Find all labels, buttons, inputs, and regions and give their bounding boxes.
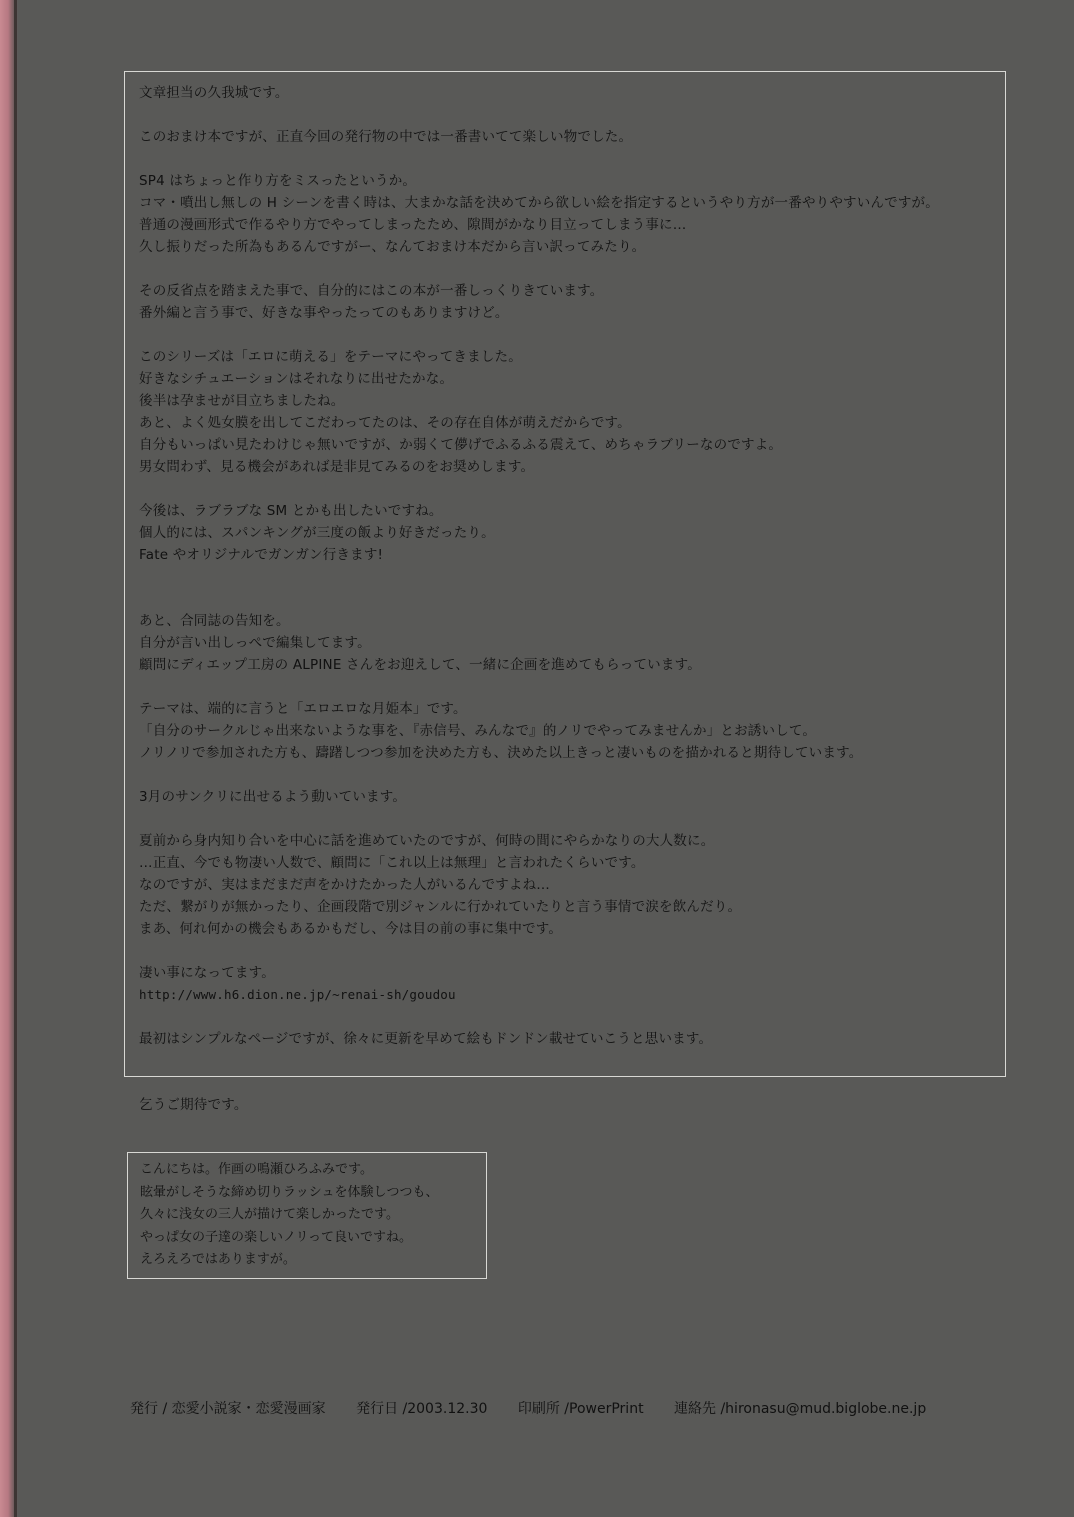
text-line: テーマは、端的に言うと「エロエロな月姫本」です。 xyxy=(139,701,467,717)
note-line: えろえろではありますが。 xyxy=(140,1252,296,1267)
blank-line xyxy=(139,104,999,126)
blank-line xyxy=(139,478,999,500)
text-line: http://www.h6.dion.ne.jp/~renai-sh/goudou xyxy=(139,987,456,1002)
blank-line xyxy=(139,1072,999,1094)
text-line: なのですが、実はまだまだ声をかけたかった人がいるんですよね… xyxy=(139,877,550,893)
blank-line xyxy=(139,940,999,962)
afterword-box xyxy=(124,71,1006,1113)
blank-line xyxy=(139,1006,999,1028)
note-line: 眩暈がしそうな締め切りラッシュを体験しつつも、 xyxy=(140,1184,439,1200)
text-line: 久し振りだった所為もあるんですがー、なんておまけ本だから言い訳ってみたり。 xyxy=(139,239,646,255)
text-line: コマ・噴出し無しの H シーンを書く時は、大まかな話を決めてから欲しい絵を指定するというやり方が一番やりやすいんですが。 xyxy=(139,195,939,211)
colophon-printer: 印刷所 /PowerPrint xyxy=(517,1401,644,1417)
note-line: やっぱ女の子達の楽しいノリって良いですね。 xyxy=(140,1229,412,1245)
text-line: 今後は、ラブラブな SM とかも出したいですね。 xyxy=(139,503,443,519)
page-edge-shadow xyxy=(14,0,17,1517)
text-line: ただ、繋がりが無かったり、企画段階で別ジャンルに行かれていたりと言う事情で涙を飲んだり。 xyxy=(139,899,742,915)
blank-line xyxy=(139,588,999,610)
colophon-publisher: 発行 / 恋愛小説家・恋愛漫画家 xyxy=(130,1401,326,1417)
text-line: その反省点を踏まえた事で、自分的にはこの本が一番しっくりきています。 xyxy=(139,283,604,299)
blank-line xyxy=(139,258,999,280)
text-line: SP4 はちょっと作り方をミスったというか。 xyxy=(139,173,417,189)
text-line: 自分もいっぱい見たわけじゃ無いですが、か弱くて儚げでふるふる震えて、めちゃラブリーなのですよ。 xyxy=(139,437,783,453)
colophon xyxy=(130,1398,1010,1418)
text-line: …正直、今でも物凄い人数で、顧問に「これ以上は無理」と言われたくらいです。 xyxy=(139,855,645,871)
text-line: 自分が言い出しっぺで編集してます。 xyxy=(139,635,371,651)
text-line: このおまけ本ですが、正直今回の発行物の中では一番書いてて楽しい物でした。 xyxy=(139,129,633,145)
text-line: 好きなシチュエーションはそれなりに出せたかな。 xyxy=(139,371,454,387)
blank-line xyxy=(139,566,999,588)
text-line: Fate やオリジナルでガンガン行きます! xyxy=(139,547,384,563)
blank-line xyxy=(139,1050,999,1072)
blank-line xyxy=(139,676,999,698)
text-line: まあ、何れ何かの機会もあるかもだし、今は目の前の事に集中です。 xyxy=(139,921,563,937)
text-line: あと、よく処女膜を出してこだわってたのは、その存在自体が萌えだからです。 xyxy=(139,415,631,431)
text-line: 普通の漫画形式で作るやり方でやってしまったため、隙間がかなり目立ってしまう事に… xyxy=(139,217,687,233)
text-line: 凄い事になってます。 xyxy=(139,965,275,981)
artist-note-text xyxy=(140,1159,480,1272)
text-line: ノリノリで参加された方も、躊躇しつつ参加を決めた方も、決めた以上きっと凄いものを描かれると期待しています。 xyxy=(139,745,863,761)
blank-line xyxy=(139,148,999,170)
text-line: 「自分のサークルじゃ出来ないような事を、『赤信号、みんなで』的ノリでやってみませんか」とお誘いして。 xyxy=(139,723,817,739)
text-line: 3月のサンクリに出せるよう動いています。 xyxy=(139,789,407,805)
text-line: あと、合同誌の告知を。 xyxy=(139,613,290,629)
blank-line xyxy=(139,764,999,786)
note-line: こんにちは。作画の鳴瀬ひろふみです。 xyxy=(140,1162,373,1177)
text-line: このシリーズは「エロに萌える」をテーマにやってきました。 xyxy=(139,349,522,365)
text-line: 顧問にディエップ工房の ALPINE さんをお迎えして、一緒に企画を進めてもらっています。 xyxy=(139,657,701,673)
text-line: 夏前から身内知り合いを中心に話を進めていたのですが、何時の間にやらかなりの大人数に。 xyxy=(139,833,715,849)
text-line: 男女問わず、見る機会があれば是非見てみるのをお奨めします。 xyxy=(139,459,535,475)
blank-line xyxy=(139,808,999,830)
text-line: 乞うご期待です。 xyxy=(139,1097,248,1113)
text-line: 後半は孕ませが目立ちましたね。 xyxy=(139,393,345,409)
artist-note-box xyxy=(127,1152,487,1279)
afterword-text xyxy=(139,82,999,1116)
blank-line xyxy=(139,324,999,346)
note-line: 久々に浅女の三人が描けて楽しかったです。 xyxy=(140,1207,399,1222)
colophon-contact: 連絡先 /hironasu@mud.biglobe.ne.jp xyxy=(674,1401,927,1417)
colophon-date: 発行日 /2003.12.30 xyxy=(356,1401,488,1417)
text-line: 個人的には、スパンキングが三度の飯より好きだったり。 xyxy=(139,525,495,541)
text-line: 文章担当の久我城です。 xyxy=(139,85,289,101)
text-line: 番外編と言う事で、好きな事やったってのもありますけど。 xyxy=(139,305,509,321)
text-line: 最初はシンプルなページですが、徐々に更新を早めて絵もドンドン載せていこうと思います。 xyxy=(139,1031,713,1047)
